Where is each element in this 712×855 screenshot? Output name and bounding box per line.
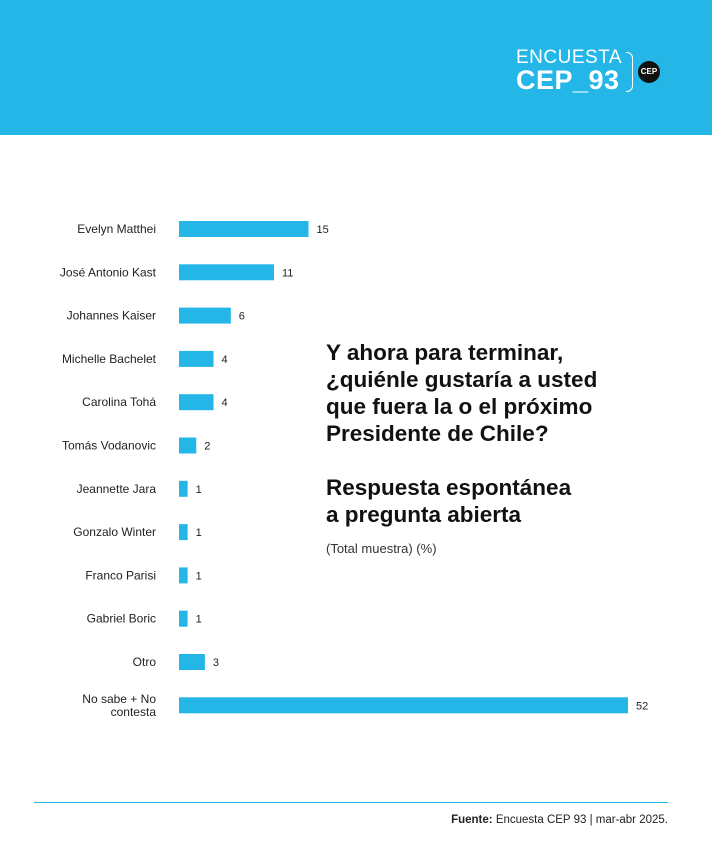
category-label: Otro: [132, 655, 156, 669]
footer-divider: [34, 802, 668, 803]
logo-title-bottom: CEP_93: [516, 65, 620, 95]
bar-value-label: 1: [195, 527, 202, 540]
category-label: Michelle Bachelet: [61, 351, 156, 366]
bar-value-label: 11: [281, 267, 294, 280]
bar: [179, 308, 231, 324]
bar: [179, 481, 188, 497]
bar: [179, 264, 274, 280]
bar-value-label: 52: [636, 700, 649, 713]
footer-source: [451, 814, 668, 826]
category-label: José Antonio Kast: [59, 265, 156, 280]
category-label: Gonzalo Winter: [73, 525, 156, 540]
source-label: Fuente:: [451, 814, 493, 826]
bar-value-label: 2: [204, 440, 211, 453]
sample-note: (Total muestra) (%): [326, 541, 437, 556]
category-label: Jeannette Jara: [76, 481, 156, 496]
bar-value-label: 3: [212, 657, 220, 669]
category-label: Gabriel Boric: [86, 611, 156, 626]
category-label: Evelyn Matthei: [77, 222, 156, 236]
bar-value-label: 1: [195, 483, 202, 496]
bar: [179, 654, 205, 670]
bar: [179, 697, 628, 713]
question-text: [326, 339, 686, 528]
category-label: Franco Parisi: [85, 568, 156, 583]
bar: [179, 351, 214, 367]
bar: [179, 221, 309, 237]
bar: [179, 567, 188, 583]
bar-value-label: 6: [238, 310, 245, 323]
bar-value-label: 1: [195, 570, 202, 583]
bar-value-label: 4: [221, 397, 228, 410]
category-label: No sabe + No contesta: [82, 691, 156, 719]
question-main: Y ahora para terminar, ¿quiénle gustaría a usted que fuera la o el próximo Presidente de Chile?: [326, 340, 598, 446]
bar-value-label: 15: [316, 224, 329, 236]
category-label: Tomás Vodanovic: [61, 438, 156, 453]
bar: [179, 611, 188, 627]
category-label: Johannes Kaiser: [66, 308, 156, 323]
bar-value-label: 1: [195, 613, 202, 626]
bar: [179, 438, 196, 454]
cep-badge: CEP: [638, 61, 660, 83]
question-sub: Respuesta espontánea a pregunta abierta: [326, 475, 572, 527]
logo-title-top: ENCUESTA: [516, 47, 623, 68]
category-label: Carolina Tohá: [82, 395, 156, 410]
bar-value-label: 4: [221, 353, 228, 366]
bar: [179, 524, 188, 540]
source-text: Encuesta CEP 93 | mar-abr 2025.: [495, 814, 668, 826]
bar: [179, 394, 214, 410]
